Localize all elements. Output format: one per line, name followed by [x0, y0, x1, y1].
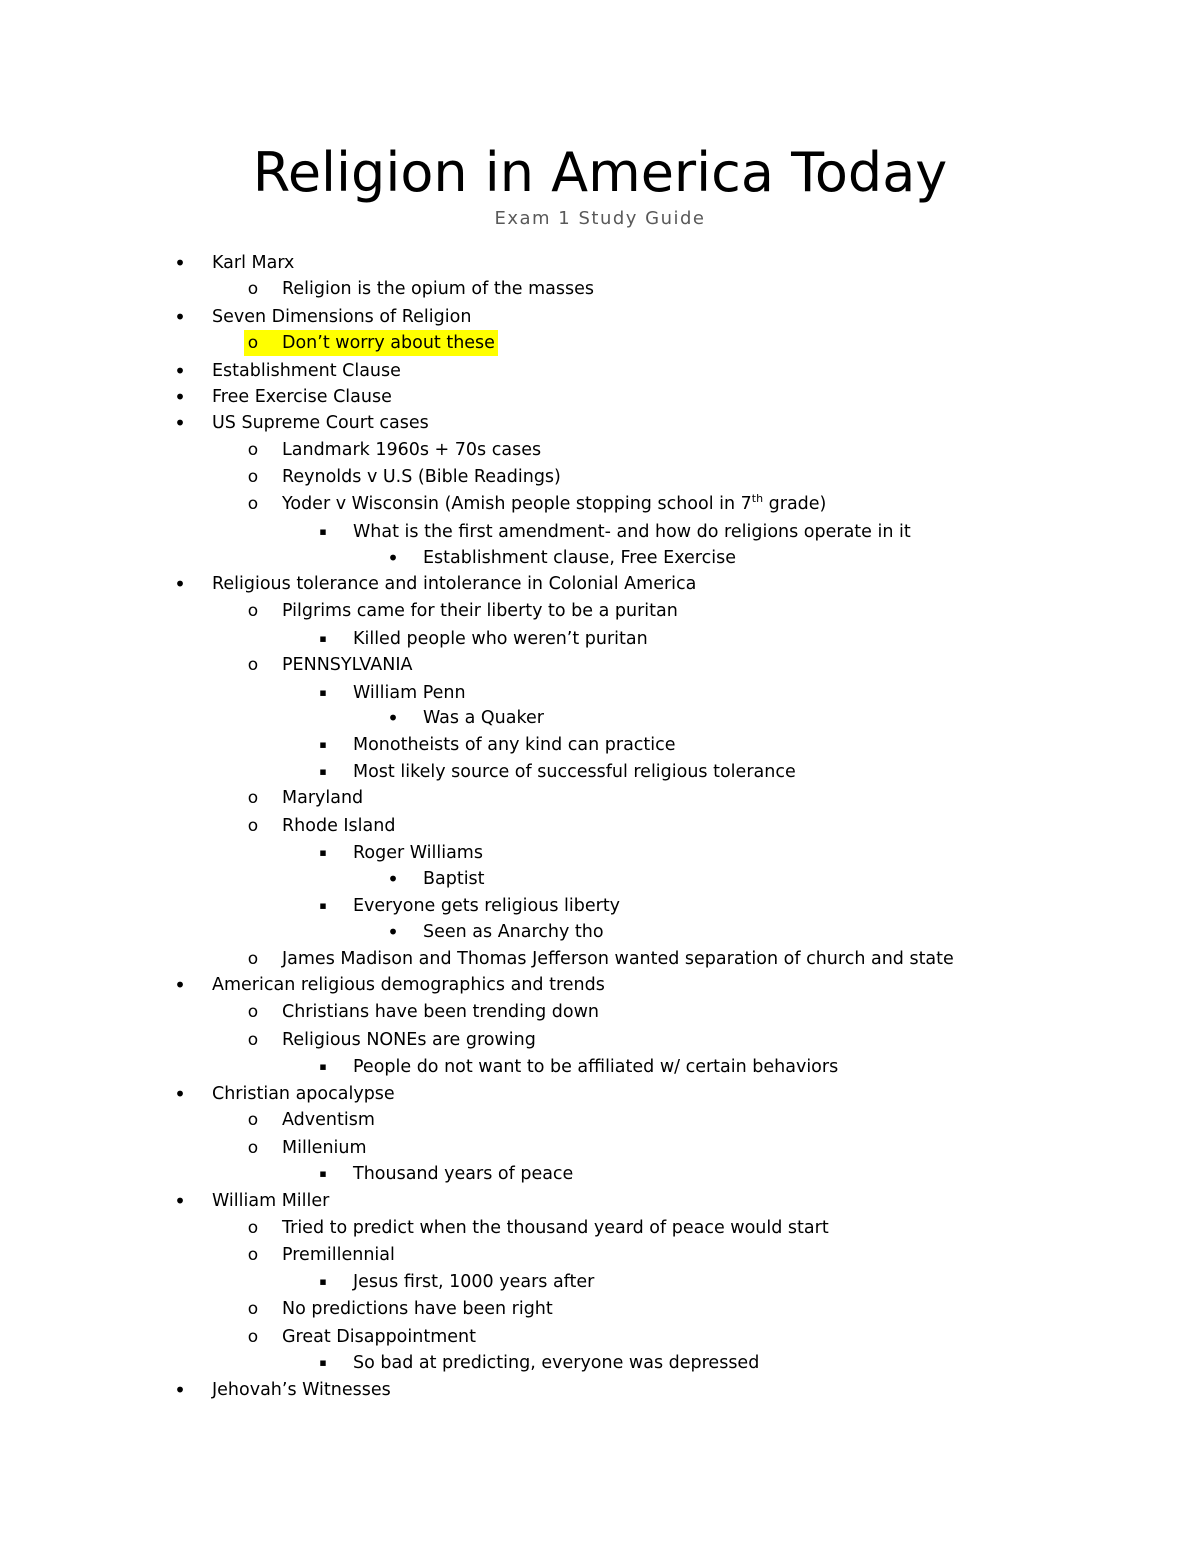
list-bullet: o	[247, 1110, 259, 1130]
list-item-text	[423, 866, 485, 892]
list-bullet: •	[174, 385, 186, 409]
list-bullet: o	[247, 1030, 259, 1050]
list-item-label: US Supreme Court cases	[212, 413, 429, 433]
list-item-label: American religious demographics and trends	[212, 975, 605, 995]
list-item-label: Religious NONEs are growing	[282, 1030, 536, 1050]
superscript: th	[751, 492, 764, 505]
list-bullet: o	[247, 655, 259, 675]
list-item-label: James Madison and Thomas Jefferson wanted separation of church and state	[282, 949, 954, 969]
list-bullet: ▪	[319, 738, 327, 751]
list-item-text	[423, 919, 604, 945]
list-item-text	[282, 1027, 536, 1053]
list-bullet: ▪	[319, 1167, 327, 1180]
list-item-label: What is the first amendment- and how do religions operate in it	[353, 522, 911, 542]
list-item-label: Was a Quaker	[423, 708, 544, 728]
list-item-text	[353, 759, 796, 785]
list-bullet: •	[174, 572, 186, 596]
list-item-text	[212, 250, 294, 276]
list-item-text	[282, 785, 363, 811]
list-item-text	[282, 330, 495, 356]
list-item-text	[282, 491, 826, 517]
list-bullet: •	[174, 1082, 186, 1106]
list-bullet: ▪	[319, 525, 327, 538]
list-item-label-continued: grade)	[763, 494, 827, 514]
list-item-label: Premillennial	[282, 1245, 395, 1265]
list-item-text	[353, 680, 466, 706]
list-item-text	[282, 598, 678, 624]
list-bullet: o	[247, 1138, 259, 1158]
list-bullet: ▪	[319, 1060, 327, 1073]
list-bullet: o	[247, 279, 259, 299]
list-item-text	[282, 652, 412, 678]
list-bullet: ▪	[319, 899, 327, 912]
list-bullet: ▪	[319, 632, 327, 645]
list-bullet: o	[247, 467, 259, 487]
list-item-text	[282, 813, 395, 839]
list-item-text	[282, 1324, 476, 1350]
list-item-text	[212, 1377, 391, 1403]
list-item-text	[212, 1188, 329, 1214]
list-item-label: Most likely source of successful religious tolerance	[353, 762, 796, 782]
list-bullet: •	[174, 1378, 186, 1402]
list-item-text	[353, 732, 676, 758]
list-bullet: •	[387, 867, 399, 891]
list-item-text	[353, 893, 620, 919]
list-bullet: •	[387, 706, 399, 730]
list-item-text	[423, 705, 544, 731]
list-item-text	[353, 519, 911, 545]
list-bullet: •	[174, 359, 186, 383]
list-item-label: William Penn	[353, 683, 466, 703]
list-item-text	[212, 384, 392, 410]
list-item-label: Roger Williams	[353, 843, 483, 863]
list-item-text	[353, 1161, 573, 1187]
list-bullet: o	[247, 601, 259, 621]
list-item-text	[353, 1350, 759, 1376]
list-item-text	[212, 304, 471, 330]
list-item-label: Establishment Clause	[212, 361, 401, 381]
document-title: Religion in America Today	[252, 141, 948, 204]
list-item-label: Establishment clause, Free Exercise	[423, 548, 736, 568]
list-item-label: Thousand years of peace	[353, 1164, 574, 1184]
list-bullet: o	[247, 440, 259, 460]
list-item-text	[212, 410, 429, 436]
document-subtitle: Exam 1 Study Guide	[494, 208, 706, 229]
list-item-text	[282, 1215, 829, 1241]
list-bullet: ▪	[319, 1356, 327, 1369]
list-bullet: o	[247, 1327, 259, 1347]
list-item-label: Don’t worry about these	[282, 333, 495, 353]
list-item-label: William Miller	[212, 1191, 330, 1211]
list-item-label: Jesus first, 1000 years after	[353, 1272, 595, 1292]
list-bullet: o	[247, 1002, 259, 1022]
list-item-text	[353, 1269, 594, 1295]
list-item-label: Free Exercise Clause	[212, 387, 392, 407]
list-item-text	[282, 464, 561, 490]
list-item-label: Religious tolerance and intolerance in Colonial America	[212, 574, 697, 594]
list-item-label: Reynolds v U.S (Bible Readings)	[282, 467, 561, 487]
list-item-text	[282, 999, 599, 1025]
list-bullet: •	[174, 1189, 186, 1213]
list-item-label: Everyone gets religious liberty	[353, 896, 621, 916]
list-item-text	[212, 358, 401, 384]
list-bullet: •	[174, 251, 186, 275]
list-item-label: Tried to predict when the thousand yeard of peace would start	[282, 1218, 829, 1238]
list-item-label: So bad at predicting, everyone was depressed	[353, 1353, 760, 1373]
list-item-label: Baptist	[423, 869, 485, 889]
list-item-text	[282, 1296, 553, 1322]
list-bullet: o	[247, 788, 259, 808]
list-item-text	[423, 545, 736, 571]
list-item-label: No predictions have been right	[282, 1299, 553, 1319]
list-item-label: People do not want to be affiliated w/ certain behaviors	[353, 1057, 839, 1077]
list-bullet: o	[247, 949, 259, 969]
list-bullet: •	[174, 973, 186, 997]
list-bullet: ▪	[319, 765, 327, 778]
list-item-text	[212, 1081, 395, 1107]
list-bullet: o	[247, 1245, 259, 1265]
list-item-text	[282, 437, 541, 463]
list-item-label: Yoder v Wisconsin (Amish people stopping school in 7	[282, 494, 752, 514]
list-bullet: ▪	[319, 846, 327, 859]
list-bullet: o	[247, 1218, 259, 1238]
list-item-text	[353, 1054, 838, 1080]
list-item-label: Seen as Anarchy tho	[423, 922, 604, 942]
list-bullet: o	[247, 494, 259, 514]
list-item-text	[282, 276, 594, 302]
list-bullet: ▪	[319, 686, 327, 699]
list-item-text	[282, 946, 954, 972]
list-bullet: o	[247, 333, 259, 353]
list-bullet: ▪	[319, 1275, 327, 1288]
list-bullet: •	[387, 920, 399, 944]
list-item-text	[282, 1107, 375, 1133]
list-bullet: o	[247, 816, 259, 836]
list-item-label: Karl Marx	[212, 253, 295, 273]
list-bullet: o	[247, 1299, 259, 1319]
list-item-label: Jehovah’s Witnesses	[212, 1380, 391, 1400]
list-item-text	[212, 972, 605, 998]
list-item-label: Millenium	[282, 1138, 367, 1158]
list-item-label: Rhode Island	[282, 816, 396, 836]
list-item-text	[282, 1135, 367, 1161]
list-item-label: Religion is the opium of the masses	[282, 279, 595, 299]
list-item-label: Monotheists of any kind can practice	[353, 735, 676, 755]
list-item-text	[353, 840, 483, 866]
list-item-text	[212, 571, 696, 597]
list-item-label: Great Disappointment	[282, 1327, 476, 1347]
list-bullet: •	[387, 546, 399, 570]
list-bullet: •	[174, 411, 186, 435]
list-item-label: Seven Dimensions of Religion	[212, 307, 472, 327]
list-item-label: Pilgrims came for their liberty to be a puritan	[282, 601, 678, 621]
list-item-label: Killed people who weren’t puritan	[353, 629, 648, 649]
list-item-text	[353, 626, 648, 652]
list-item-label: Christians have been trending down	[282, 1002, 599, 1022]
list-item-label: Landmark 1960s + 70s cases	[282, 440, 542, 460]
list-bullet: •	[174, 305, 186, 329]
list-item-text	[282, 1242, 395, 1268]
list-item-label: PENNSYLVANIA	[282, 655, 413, 675]
list-item-label: Maryland	[282, 788, 364, 808]
list-item-label: Christian apocalypse	[212, 1084, 395, 1104]
list-item-label: Adventism	[282, 1110, 375, 1130]
